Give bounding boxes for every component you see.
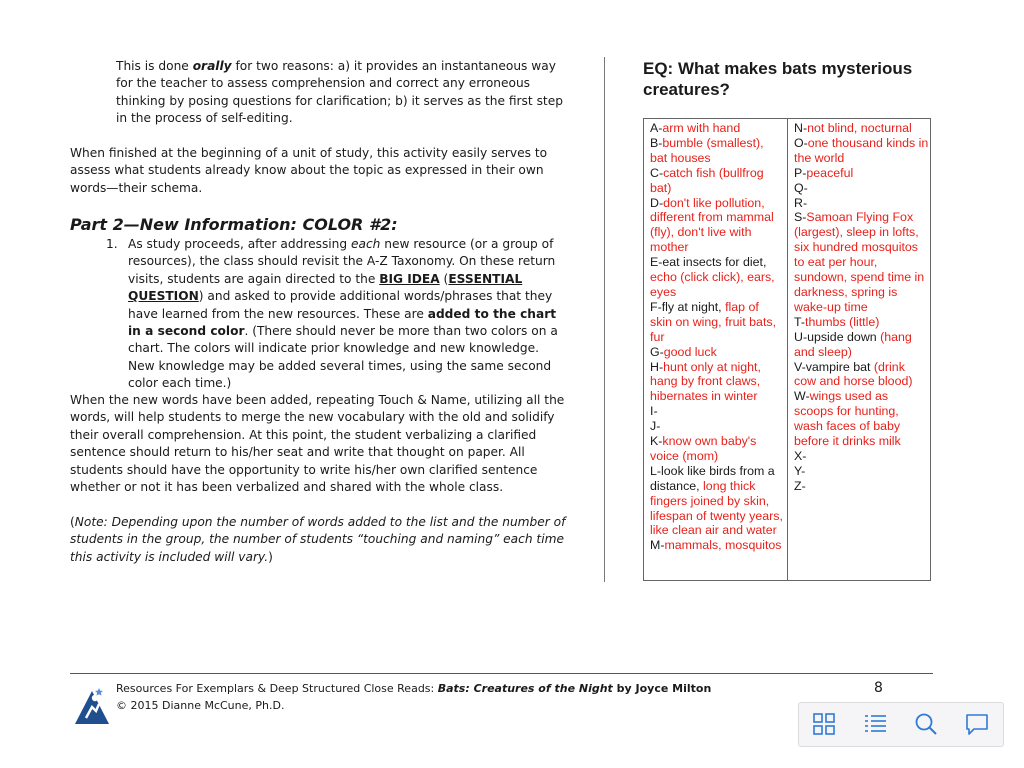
taxonomy-column-a-m xyxy=(650,121,784,553)
finished-paragraph: When finished at the beginning of a unit of study, this activity easily serves to assess what students already know about the topic as expressed in their own words—their schema. xyxy=(70,146,548,195)
taxonomy-letter: H- xyxy=(650,359,664,374)
taxonomy-letter: Q- xyxy=(794,180,808,195)
essential-question-label: ESSENTIAL QUESTION xyxy=(128,271,523,304)
item-text-part: ) and asked to provide additional words/phrases that they have learned from the new resources. These are xyxy=(128,289,553,321)
grid-view-icon xyxy=(811,711,837,737)
second-color-phrase: added to the chart in a second color xyxy=(128,306,557,339)
taxonomy-letter: Y- xyxy=(794,463,806,478)
taxonomy-letter: E- xyxy=(650,255,663,270)
taxonomy-new-knowledge: (drink cow and horse blood) xyxy=(794,359,913,389)
footer-prefix: Resources For Exemplars & Deep Structured Close Reads: xyxy=(116,682,438,695)
taxonomy-entry xyxy=(650,300,784,345)
chart-column-divider xyxy=(787,119,788,580)
taxonomy-new-knowledge: don't like pollution, different from mammal (fly), don't live with mother xyxy=(650,195,774,255)
taxonomy-entry xyxy=(794,121,930,136)
taxonomy-entry xyxy=(794,210,930,314)
taxonomy-letter: Z- xyxy=(794,478,806,493)
outline-list-icon xyxy=(862,711,888,737)
numbered-item xyxy=(70,236,570,393)
author-logo-icon xyxy=(72,685,112,725)
taxonomy-entry xyxy=(650,419,784,434)
taxonomy-new-knowledge: arm with hand xyxy=(662,121,741,135)
taxonomy-entry xyxy=(650,434,784,464)
taxonomy-entry xyxy=(650,136,784,166)
essential-question-heading: EQ: What makes bats mysterious creatures? xyxy=(643,59,913,99)
taxonomy-new-knowledge: long thick fingers joined by skin, lifespan of twenty years, like clean air and water xyxy=(650,478,783,538)
taxonomy-entry xyxy=(650,464,784,539)
note-text: Note: Depending upon the number of words added to the list and the number of students in the group, the number of students “touching and naming” each time this activity is included will vary. xyxy=(70,515,566,564)
taxonomy-new-knowledge: thumbs (little) xyxy=(805,314,880,329)
taxonomy-prior-knowledge: fly at night, xyxy=(661,299,726,314)
taxonomy-entry xyxy=(794,181,930,196)
taxonomy-letter: G- xyxy=(650,344,664,359)
taxonomy-entry xyxy=(794,464,930,479)
taxonomy-entry xyxy=(650,404,784,419)
note-paragraph xyxy=(70,514,570,566)
intro-text-end: for two reasons: a) it provides an instantaneous way for the teacher to assess comprehension and correct any erroneous thinking by posing questions for clarification; b) it serves as the first step in the process of self-editing. xyxy=(116,59,563,126)
taxonomy-prior-knowledge: look like birds from a distance, xyxy=(650,463,775,493)
comment-button[interactable] xyxy=(964,711,990,737)
item-text-part: As study proceeds, after addressing xyxy=(128,237,352,251)
taxonomy-entry xyxy=(650,360,784,405)
taxonomy-entry xyxy=(794,196,930,211)
taxonomy-entry xyxy=(794,166,930,181)
taxonomy-entry xyxy=(794,315,930,330)
note-paren-open: ( xyxy=(70,515,75,529)
taxonomy-letter: A- xyxy=(650,121,663,135)
taxonomy-new-knowledge: wings used as scoops for hunting, wash faces of baby before it drinks milk xyxy=(794,389,901,449)
item-text xyxy=(128,236,568,393)
taxonomy-entry xyxy=(650,255,784,300)
intro-text-start: This is done xyxy=(116,59,193,73)
taxonomy-new-knowledge: hunt only at night, hang by front claws, hibernates in winter xyxy=(650,359,761,404)
taxonomy-letter: W- xyxy=(794,389,810,404)
part2-heading: Part 2—New Information: COLOR #2: xyxy=(70,215,398,234)
taxonomy-column-n-z xyxy=(794,121,930,494)
column-divider xyxy=(604,57,605,582)
taxonomy-letter: K- xyxy=(650,434,663,449)
taxonomy-new-knowledge: peaceful xyxy=(806,165,854,180)
taxonomy-entry xyxy=(650,538,784,553)
footer-book-author: by Joyce Milton xyxy=(612,682,712,695)
taxonomy-entry xyxy=(650,345,784,360)
item-text-part: ( xyxy=(439,271,449,286)
footer-copyright: © 2015 Dianne McCune, Ph.D. xyxy=(116,699,285,712)
comment-icon xyxy=(964,711,990,737)
taxonomy-letter: T- xyxy=(794,314,806,329)
taxonomy-new-knowledge: one thousand kinds in the world xyxy=(794,135,929,165)
taxonomy-prior-knowledge: upside down xyxy=(807,329,881,344)
taxonomy-letter: F- xyxy=(650,299,662,314)
big-idea-label: BIG IDEA xyxy=(379,271,440,286)
taxonomy-letter: J- xyxy=(650,419,661,434)
taxonomy-letter: N- xyxy=(794,121,808,135)
taxonomy-new-knowledge: know own baby's voice (mom) xyxy=(650,434,757,463)
taxonomy-letter: R- xyxy=(794,195,808,210)
intro-paragraph xyxy=(116,58,576,128)
search-icon xyxy=(913,711,939,737)
taxonomy-entry xyxy=(794,360,930,390)
item-text-part: . (There should never be more than two colors on a chart. The colors will indicate prior knowledge and new knowledge. New knowledge may be added several times, using the same second color each time.) xyxy=(128,324,558,391)
search-button[interactable] xyxy=(913,711,939,737)
outline-list-button[interactable] xyxy=(862,711,888,737)
taxonomy-letter: V- xyxy=(794,359,806,374)
taxonomy-new-knowledge: catch fish (bullfrog bat) xyxy=(650,165,764,195)
taxonomy-letter: L- xyxy=(650,463,662,478)
viewer-toolbar xyxy=(798,702,1004,747)
taxonomy-prior-knowledge: eat insects for diet, xyxy=(662,255,767,270)
item-emphasis-each: each xyxy=(351,237,381,251)
taxonomy-new-knowledge: bumble (smallest), bat houses xyxy=(650,135,764,165)
taxonomy-letter: I- xyxy=(650,404,658,419)
taxonomy-entry xyxy=(794,389,930,449)
footer-rule xyxy=(70,673,933,674)
taxonomy-prior-knowledge: vampire bat xyxy=(805,359,874,374)
taxonomy-new-knowledge: mammals, mosquitos xyxy=(664,538,782,553)
taxonomy-new-knowledge: flap of skin on wing, fruit bats, fur xyxy=(650,299,777,344)
taxonomy-entry xyxy=(794,136,930,166)
taxonomy-entry xyxy=(650,196,784,256)
taxonomy-entry xyxy=(650,166,784,196)
taxonomy-letter: D- xyxy=(650,195,664,210)
taxonomy-entry xyxy=(650,121,784,136)
item-number: 1. xyxy=(106,237,118,251)
taxonomy-new-knowledge: not blind, nocturnal xyxy=(807,121,912,135)
taxonomy-letter: C- xyxy=(650,165,664,180)
taxonomy-letter: X- xyxy=(794,448,807,463)
taxonomy-entry xyxy=(794,449,930,464)
taxonomy-new-knowledge: good luck xyxy=(663,344,717,359)
footer-source-line xyxy=(116,682,711,695)
az-taxonomy-chart xyxy=(643,118,931,581)
taxonomy-letter: M- xyxy=(650,538,665,553)
taxonomy-letter: B- xyxy=(650,135,663,150)
taxonomy-letter: O- xyxy=(794,135,808,150)
taxonomy-new-knowledge: (hang and sleep) xyxy=(794,329,912,359)
taxonomy-new-knowledge: Samoan Flying Fox (largest), sleep in lofts, six hundred mosquitos to eat per hour, sundown, spend time in darkness, spring is wake-up time xyxy=(794,210,925,314)
item-text-part: new resource (or a group of resources), the class should revisit the A-Z Taxonomy. On these return visits, students are again directed to the xyxy=(128,237,556,286)
footer-book-title: Bats: Creatures of the Night xyxy=(437,682,613,695)
taxonomy-letter: P- xyxy=(794,165,807,180)
taxonomy-entry xyxy=(794,479,930,494)
new-words-paragraph: When the new words have been added, repeating Touch & Name, utilizing all the words, will help students to merge the new vocabulary with the old and solidify their overall comprehension. At this point, the student verbalizing a clarified sentence should return to his/her seat and write that thought on paper. All students should have the opportunity to write his/her own clarified sentence whether or not it has been verbalized and shared with the whole class. xyxy=(70,393,565,495)
page-number: 8 xyxy=(874,680,883,696)
grid-view-button[interactable] xyxy=(811,711,837,737)
taxonomy-new-knowledge: echo (click click), ears, eyes xyxy=(650,270,775,299)
taxonomy-entry xyxy=(794,330,930,360)
intro-emphasis: orally xyxy=(192,59,232,73)
taxonomy-letter: S- xyxy=(794,210,807,225)
note-paren-close: ) xyxy=(268,549,273,564)
taxonomy-letter: U- xyxy=(794,329,808,344)
